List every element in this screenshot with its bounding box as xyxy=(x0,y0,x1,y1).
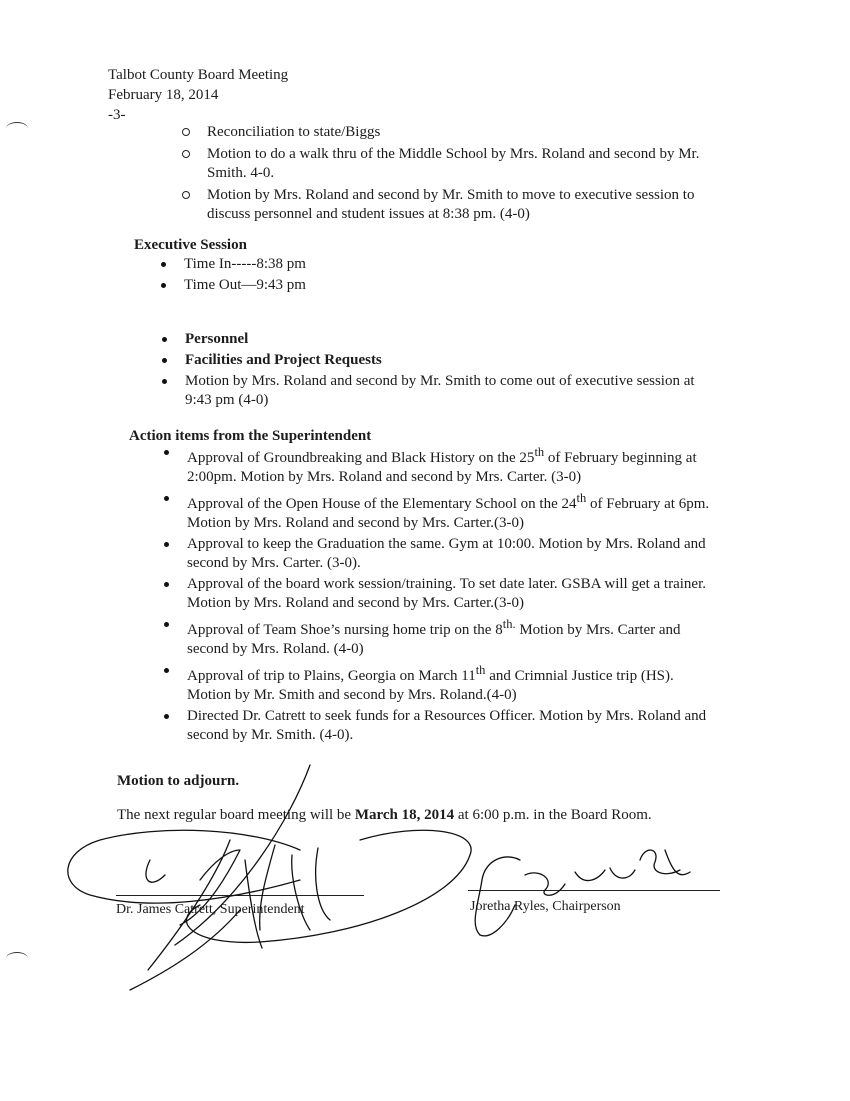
adjourn-heading: Motion to adjourn. xyxy=(117,773,240,789)
list-item: Motion to do a walk thru of the Middle School by Mrs. Roland and second by Mr. Smith. 4-0. xyxy=(207,145,717,183)
list-item: Directed Dr. Catrett to seek funds for a Resources Officer. Motion by Mrs. Roland and second by Mr. Smith. (4-0). xyxy=(187,707,717,745)
list-item: Approval of Groundbreaking and Black History on the 25th of February beginning at 2:00pm. Motion by Mrs. Roland and second by Mrs. Carter. (3-0) xyxy=(187,443,717,487)
list-item: Facilities and Project Requests xyxy=(185,351,717,370)
page-number: -3- xyxy=(108,107,126,123)
list-item: Approval of trip to Plains, Georgia on March 11th and Crimnial Justice trip (HS). Motion by Mr. Smith and second by Mrs. Roland.(4-0) xyxy=(187,661,717,705)
list-item: Approval of the Open House of the Elementary School on the 24th of February at 6pm. Motion by Mrs. Roland and second by Mrs. Carter.(3-0) xyxy=(187,489,717,533)
superintendent-signature-caption: Dr. James Catrett, Superintendent xyxy=(116,902,305,917)
meeting-date: February 18, 2014 xyxy=(108,87,219,103)
list-item: Motion by Mrs. Roland and second by Mr. Smith to come out of executive session at 9:43 pm (4-0) xyxy=(185,372,717,410)
list-item: Motion by Mrs. Roland and second by Mr. Smith to move to executive session to discuss personnel and student issues at 8:38 pm. (4-0) xyxy=(207,186,717,224)
list-item: Time In-----8:38 pm xyxy=(184,255,684,274)
executive-session-heading: Executive Session xyxy=(134,237,247,253)
chairperson-signature-caption: Joretha Ryles, Chairperson xyxy=(470,899,621,914)
document-title: Talbot County Board Meeting xyxy=(108,67,289,83)
superintendent-signature-oval xyxy=(187,830,472,942)
list-item: Reconciliation to state/Biggs xyxy=(207,123,717,142)
list-item: Approval of the board work session/training. To set date later. GSBA will get a trainer. Motion by Mrs. Roland and second by Mrs. Carter.(3-0) xyxy=(187,575,717,613)
action-items-heading: Action items from the Superintendent xyxy=(129,428,372,444)
superintendent-signature-strokes xyxy=(148,765,330,970)
list-item: Approval of Team Shoe’s nursing home trip on the $8^{th.}$ Motion by Mrs. Carter and second by Mrs. Roland. (4-0) xyxy=(187,615,717,659)
list-item: Personnel xyxy=(185,330,717,349)
list-item: Approval to keep the Graduation the same. Gym at 10:00. Motion by Mrs. Roland and second by Mrs. Carter. (3-0). xyxy=(187,535,717,573)
superintendent-signature-loop xyxy=(68,830,300,903)
next-meeting-text: The next regular board meeting will be March 18, 2014 at 6:00 p.m. in the Board Room. xyxy=(117,807,652,823)
list-item: Time Out—9:43 pm xyxy=(184,276,684,295)
